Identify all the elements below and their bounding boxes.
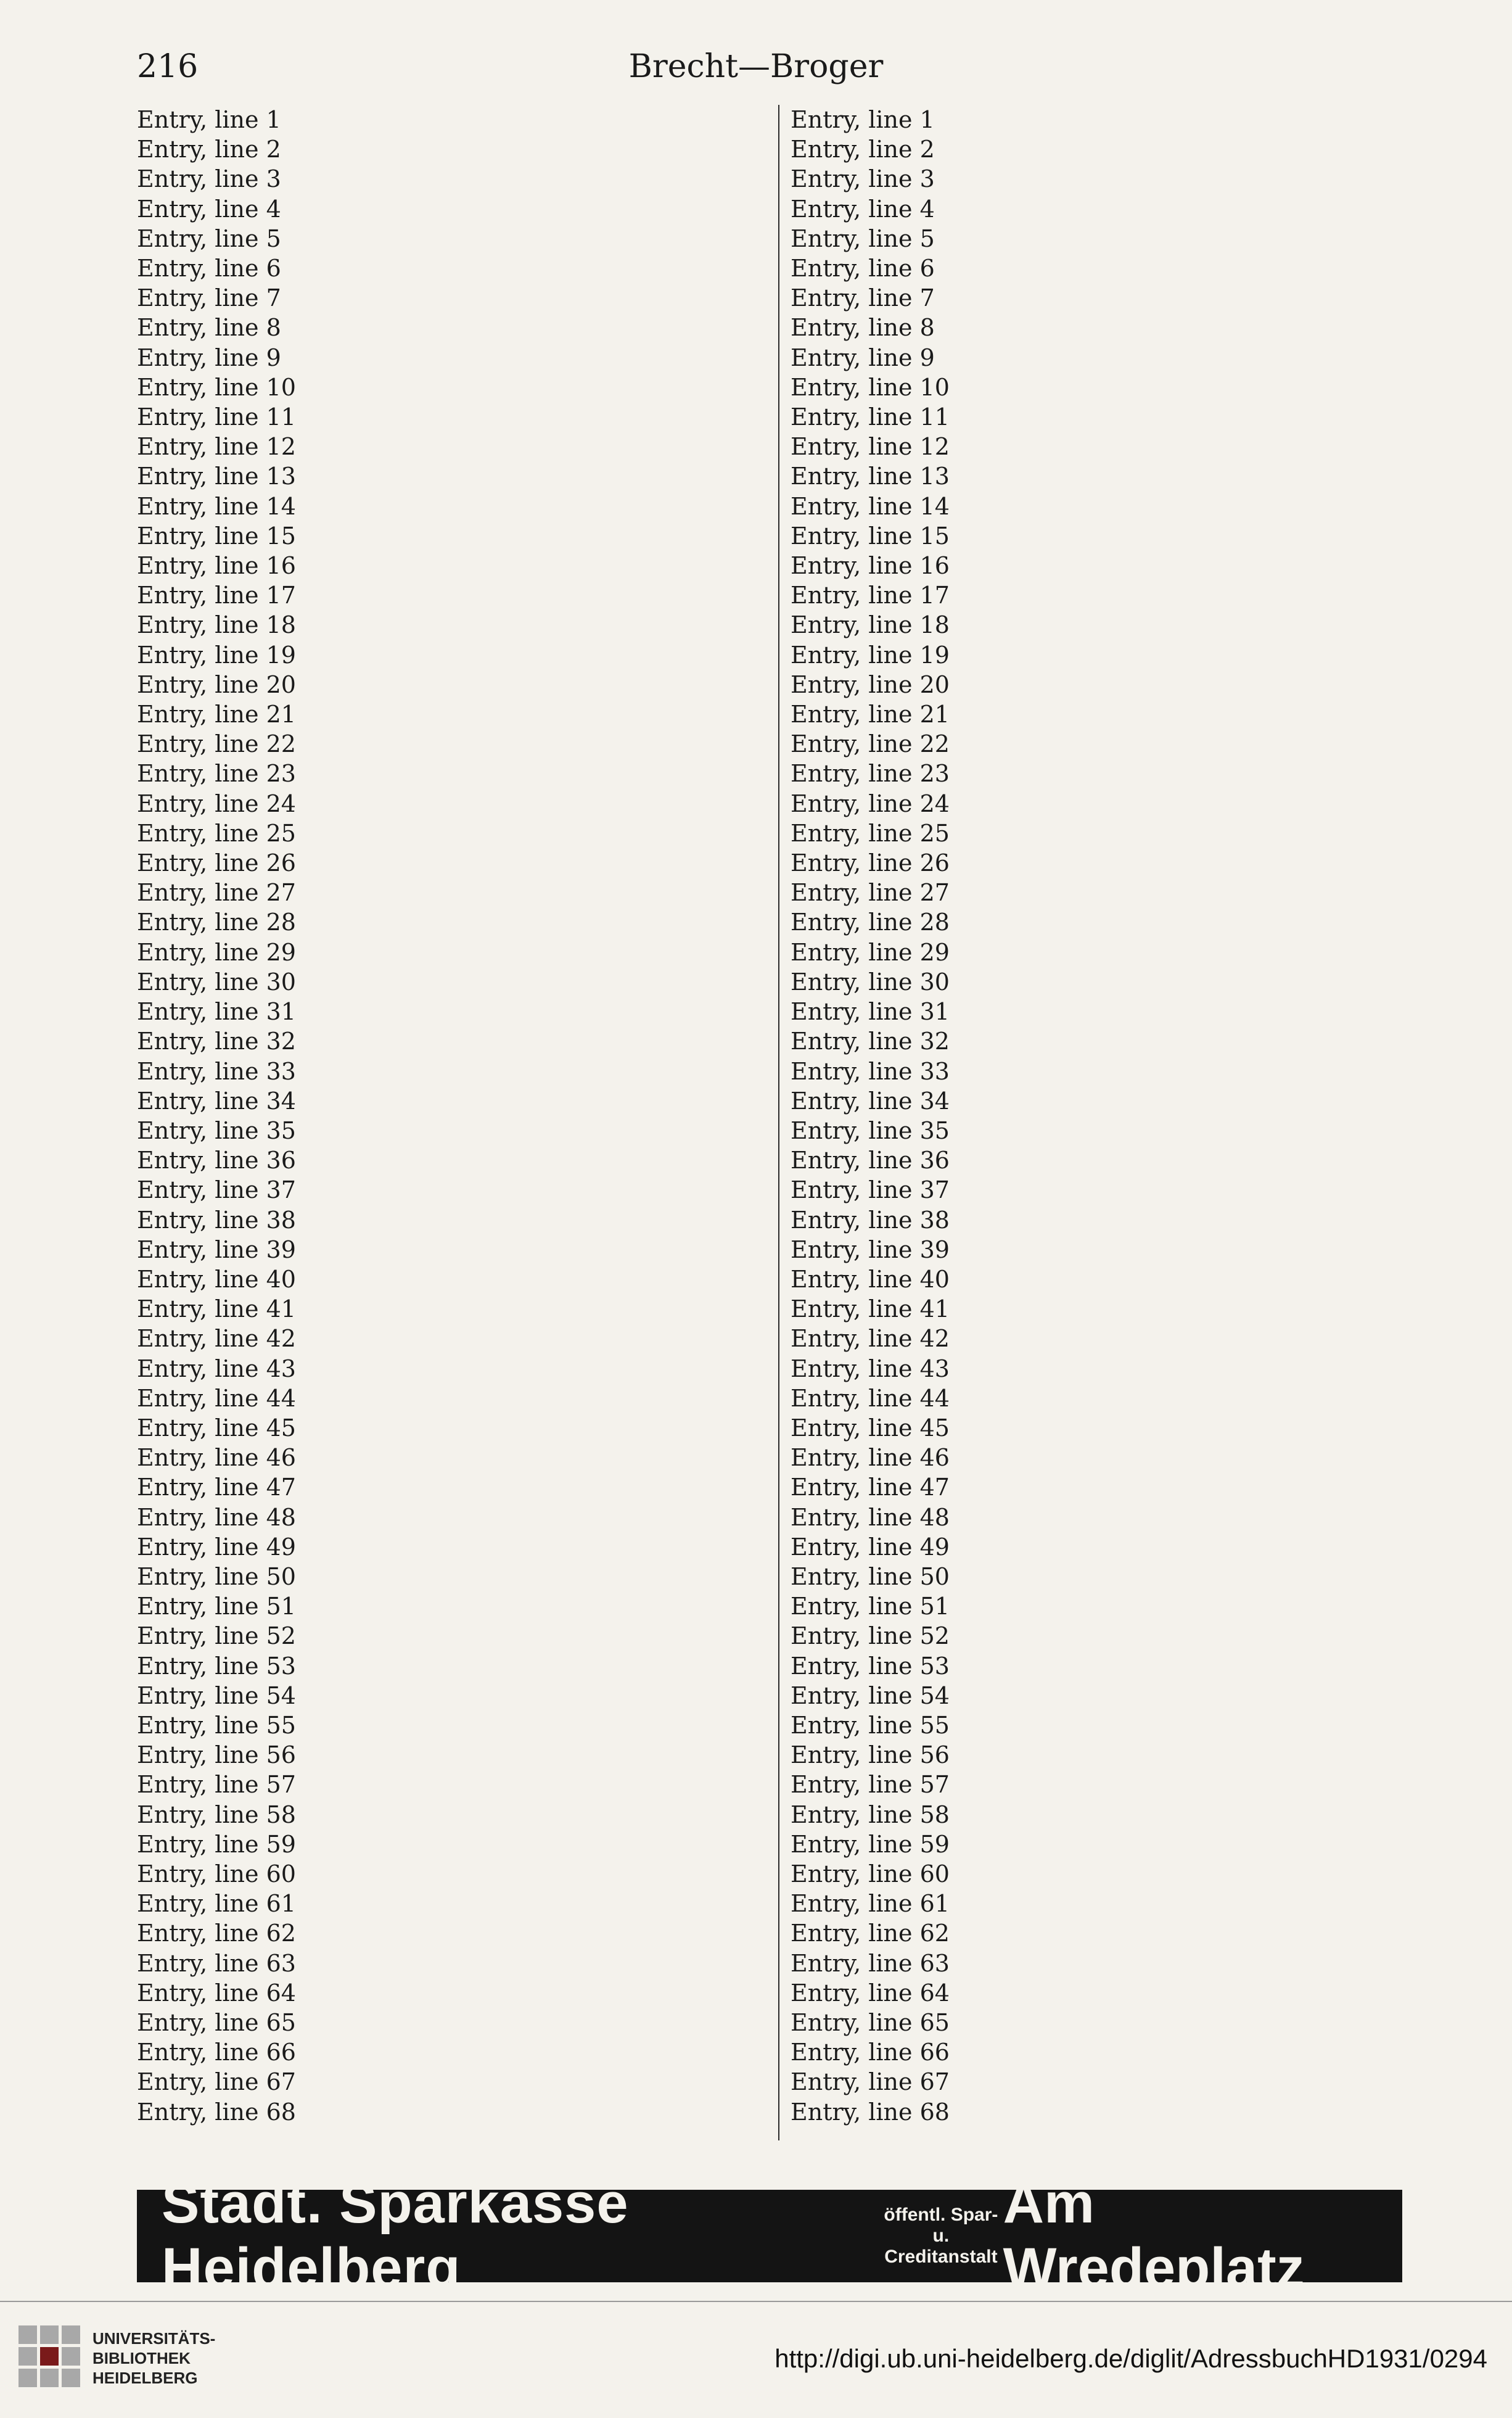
directory-entry: Entry, line 13	[791, 463, 950, 490]
directory-entry: Entry, line 32	[137, 1028, 296, 1055]
directory-entry: Entry, line 66	[791, 2039, 950, 2066]
directory-entry: Entry, line 58	[137, 1801, 296, 1828]
directory-entry: Entry, line 28	[791, 909, 950, 936]
directory-entry: Entry, line 40	[137, 1265, 296, 1293]
directory-entry: Entry, line 10	[137, 373, 296, 401]
directory-entry: Entry, line 13	[137, 463, 296, 490]
directory-entry: Entry, line 41	[791, 1295, 950, 1323]
directory-entry: Entry, line 44	[791, 1384, 950, 1412]
directory-entry: Entry, line 3	[137, 165, 281, 193]
directory-entry: Entry, line 64	[791, 1979, 950, 2007]
left-column	[137, 105, 766, 2140]
directory-entry: Entry, line 21	[137, 701, 296, 728]
directory-entry: Entry, line 26	[791, 849, 950, 877]
directory-entry: Entry, line 22	[137, 730, 296, 758]
directory-entry: Entry, line 27	[791, 879, 950, 907]
directory-entry: Entry, line 15	[137, 522, 296, 550]
source-url[interactable]: http://digi.ub.uni-heidelberg.de/diglit/AdressbuchHD1931/0294	[774, 2344, 1487, 2373]
directory-entry: Entry, line 53	[791, 1652, 950, 1680]
directory-entry: Entry, line 32	[791, 1028, 950, 1055]
directory-entry: Entry, line 52	[137, 1622, 296, 1650]
banner-sub-line2: Creditanstalt	[884, 2247, 998, 2267]
directory-entry: Entry, line 61	[137, 1890, 296, 1918]
directory-entry: Entry, line 42	[791, 1325, 950, 1353]
directory-entry: Entry, line 65	[791, 2009, 950, 2036]
directory-entry: Entry, line 8	[791, 314, 935, 342]
directory-entry: Entry, line 18	[137, 611, 296, 639]
banner-subtitle	[879, 2205, 1003, 2267]
directory-entry: Entry, line 63	[137, 1949, 296, 1977]
directory-entry: Entry, line 57	[137, 1771, 296, 1799]
directory-entry: Entry, line 34	[137, 1087, 296, 1115]
directory-entry: Entry, line 45	[137, 1414, 296, 1442]
directory-entry: Entry, line 67	[791, 2068, 950, 2096]
directory-entry: Entry, line 38	[791, 1206, 950, 1234]
directory-entry: Entry, line 66	[137, 2039, 296, 2066]
directory-entry: Entry, line 48	[137, 1503, 296, 1531]
directory-entry: Entry, line 5	[791, 225, 935, 252]
directory-entry: Entry, line 56	[791, 1741, 950, 1769]
directory-entry: Entry, line 60	[791, 1860, 950, 1888]
directory-entry: Entry, line 34	[791, 1087, 950, 1115]
directory-entry: Entry, line 52	[791, 1622, 950, 1650]
directory-entry: Entry, line 2	[137, 136, 281, 163]
directory-entry: Entry, line 11	[137, 403, 296, 431]
directory-entry: Entry, line 56	[137, 1741, 296, 1769]
directory-entry: Entry, line 39	[791, 1236, 950, 1263]
directory-entry: Entry, line 21	[791, 701, 950, 728]
directory-entry: Entry, line 49	[137, 1533, 296, 1561]
directory-entry: Entry, line 57	[791, 1771, 950, 1799]
directory-entry: Entry, line 1	[137, 106, 281, 133]
directory-entry: Entry, line 49	[791, 1533, 950, 1561]
banner-name: Städt. Sparkasse Heidelberg	[162, 2172, 629, 2300]
page-number: 216	[137, 48, 199, 85]
directory-entry: Entry, line 33	[791, 1057, 950, 1085]
directory-entry: Entry, line 60	[137, 1860, 296, 1888]
directory-entry: Entry, line 14	[137, 492, 296, 520]
directory-entry: Entry, line 36	[137, 1147, 296, 1174]
directory-entry: Entry, line 20	[791, 671, 950, 698]
directory-entry: Entry, line 29	[137, 938, 296, 966]
directory-entry: Entry, line 23	[137, 760, 296, 788]
directory-entry: Entry, line 36	[791, 1147, 950, 1174]
directory-entry: Entry, line 18	[791, 611, 950, 639]
directory-entry: Entry, line 43	[137, 1355, 296, 1382]
directory-entry: Entry, line 51	[791, 1593, 950, 1620]
directory-entry: Entry, line 8	[137, 314, 281, 342]
directory-entry: Entry, line 10	[791, 373, 950, 401]
directory-entry: Entry, line 30	[137, 968, 296, 996]
directory-entry: Entry, line 4	[791, 195, 935, 223]
directory-entry: Entry, line 12	[137, 433, 296, 461]
directory-entry: Entry, line 19	[791, 641, 950, 669]
directory-entry: Entry, line 53	[137, 1652, 296, 1680]
directory-entry: Entry, line 39	[137, 1236, 296, 1263]
directory-entry: Entry, line 22	[791, 730, 950, 758]
column-divider	[778, 105, 779, 2140]
directory-entry: Entry, line 51	[137, 1593, 296, 1620]
directory-entry: Entry, line 16	[791, 552, 950, 580]
directory-entry: Entry, line 26	[137, 849, 296, 877]
directory-entry: Entry, line 25	[791, 819, 950, 847]
directory-entry: Entry, line 27	[137, 879, 296, 907]
directory-entry: Entry, line 15	[791, 522, 950, 550]
directory-entry: Entry, line 5	[137, 225, 281, 252]
directory-entry: Entry, line 47	[791, 1474, 950, 1501]
directory-entry: Entry, line 11	[791, 403, 950, 431]
directory-entry: Entry, line 41	[137, 1295, 296, 1323]
directory-entry: Entry, line 14	[791, 492, 950, 520]
directory-entry: Entry, line 54	[791, 1681, 950, 1709]
directory-entry: Entry, line 17	[137, 582, 296, 609]
directory-entry: Entry, line 9	[137, 344, 281, 371]
advertisement-banner	[137, 2172, 1402, 2300]
directory-entry: Entry, line 6	[791, 255, 935, 283]
directory-entry: Entry, line 35	[791, 1116, 950, 1144]
directory-entry: Entry, line 38	[137, 1206, 296, 1234]
directory-entry: Entry, line 59	[137, 1830, 296, 1858]
banner-sub-line1: öffentl. Spar- u.	[884, 2205, 998, 2246]
directory-entry: Entry, line 28	[137, 909, 296, 936]
directory-entry: Entry, line 44	[137, 1384, 296, 1412]
library-name	[92, 2329, 215, 2388]
directory-entry: Entry, line 31	[791, 998, 950, 1026]
directory-entry: Entry, line 35	[137, 1116, 296, 1144]
directory-entry: Entry, line 7	[791, 284, 935, 312]
directory-entry: Entry, line 50	[791, 1562, 950, 1590]
directory-entry: Entry, line 47	[137, 1474, 296, 1501]
directory-entry: Entry, line 42	[137, 1325, 296, 1353]
directory-entry: Entry, line 55	[791, 1711, 950, 1739]
directory-entry: Entry, line 54	[137, 1681, 296, 1709]
directory-entry: Entry, line 63	[791, 1949, 950, 1977]
directory-entry: Entry, line 25	[137, 819, 296, 847]
library-line-2: BIBLIOTHEK	[92, 2349, 191, 2367]
directory-entry: Entry, line 31	[137, 998, 296, 1026]
directory-entry: Entry, line 37	[791, 1176, 950, 1204]
directory-entry: Entry, line 68	[137, 2098, 296, 2126]
directory-entry: Entry, line 43	[791, 1355, 950, 1382]
directory-entry: Entry, line 68	[791, 2098, 950, 2126]
directory-entry: Entry, line 3	[791, 165, 935, 193]
directory-entry: Entry, line 40	[791, 1265, 950, 1293]
directory-entry: Entry, line 58	[791, 1801, 950, 1828]
directory-entry: Entry, line 29	[791, 938, 950, 966]
library-line-1: UNIVERSITÄTS-	[92, 2329, 216, 2348]
directory-entry: Entry, line 19	[137, 641, 296, 669]
page-header: Brecht—Broger	[628, 48, 884, 85]
directory-entry: Entry, line 33	[137, 1057, 296, 1085]
directory-entry: Entry, line 16	[137, 552, 296, 580]
directory-entry: Entry, line 20	[137, 671, 296, 698]
directory-entry: Entry, line 46	[137, 1444, 296, 1472]
directory-entry: Entry, line 17	[791, 582, 950, 609]
directory-entry: Entry, line 67	[137, 2068, 296, 2096]
directory-entry: Entry, line 7	[137, 284, 281, 312]
directory-entry: Entry, line 4	[137, 195, 281, 223]
library-line-3: HEIDELBERG	[92, 2369, 198, 2387]
directory-entry: Entry, line 37	[137, 1176, 296, 1204]
directory-entry: Entry, line 62	[137, 1920, 296, 1947]
directory-entry: Entry, line 50	[137, 1562, 296, 1590]
directory-entry: Entry, line 23	[791, 760, 950, 788]
footer-rule	[0, 2301, 1512, 2302]
directory-entry: Entry, line 62	[791, 1920, 950, 1947]
directory-entry: Entry, line 45	[791, 1414, 950, 1442]
directory-entry: Entry, line 9	[791, 344, 935, 371]
directory-entry: Entry, line 30	[791, 968, 950, 996]
directory-entry: Entry, line 24	[791, 790, 950, 817]
right-column	[791, 105, 1420, 2140]
directory-entry: Entry, line 55	[137, 1711, 296, 1739]
directory-entry: Entry, line 48	[791, 1503, 950, 1531]
directory-entry: Entry, line 24	[137, 790, 296, 817]
directory-entry: Entry, line 59	[791, 1830, 950, 1858]
directory-entry: Entry, line 12	[791, 433, 950, 461]
directory-entry: Entry, line 2	[791, 136, 935, 163]
directory-entry: Entry, line 65	[137, 2009, 296, 2036]
directory-entry: Entry, line 1	[791, 106, 935, 133]
directory-entry: Entry, line 61	[791, 1890, 950, 1918]
directory-entry: Entry, line 64	[137, 1979, 296, 2007]
banner-place: Am Wredeplatz	[1003, 2172, 1305, 2300]
library-logo-icon	[18, 2325, 80, 2387]
directory-entry: Entry, line 46	[791, 1444, 950, 1472]
directory-entry: Entry, line 6	[137, 255, 281, 283]
